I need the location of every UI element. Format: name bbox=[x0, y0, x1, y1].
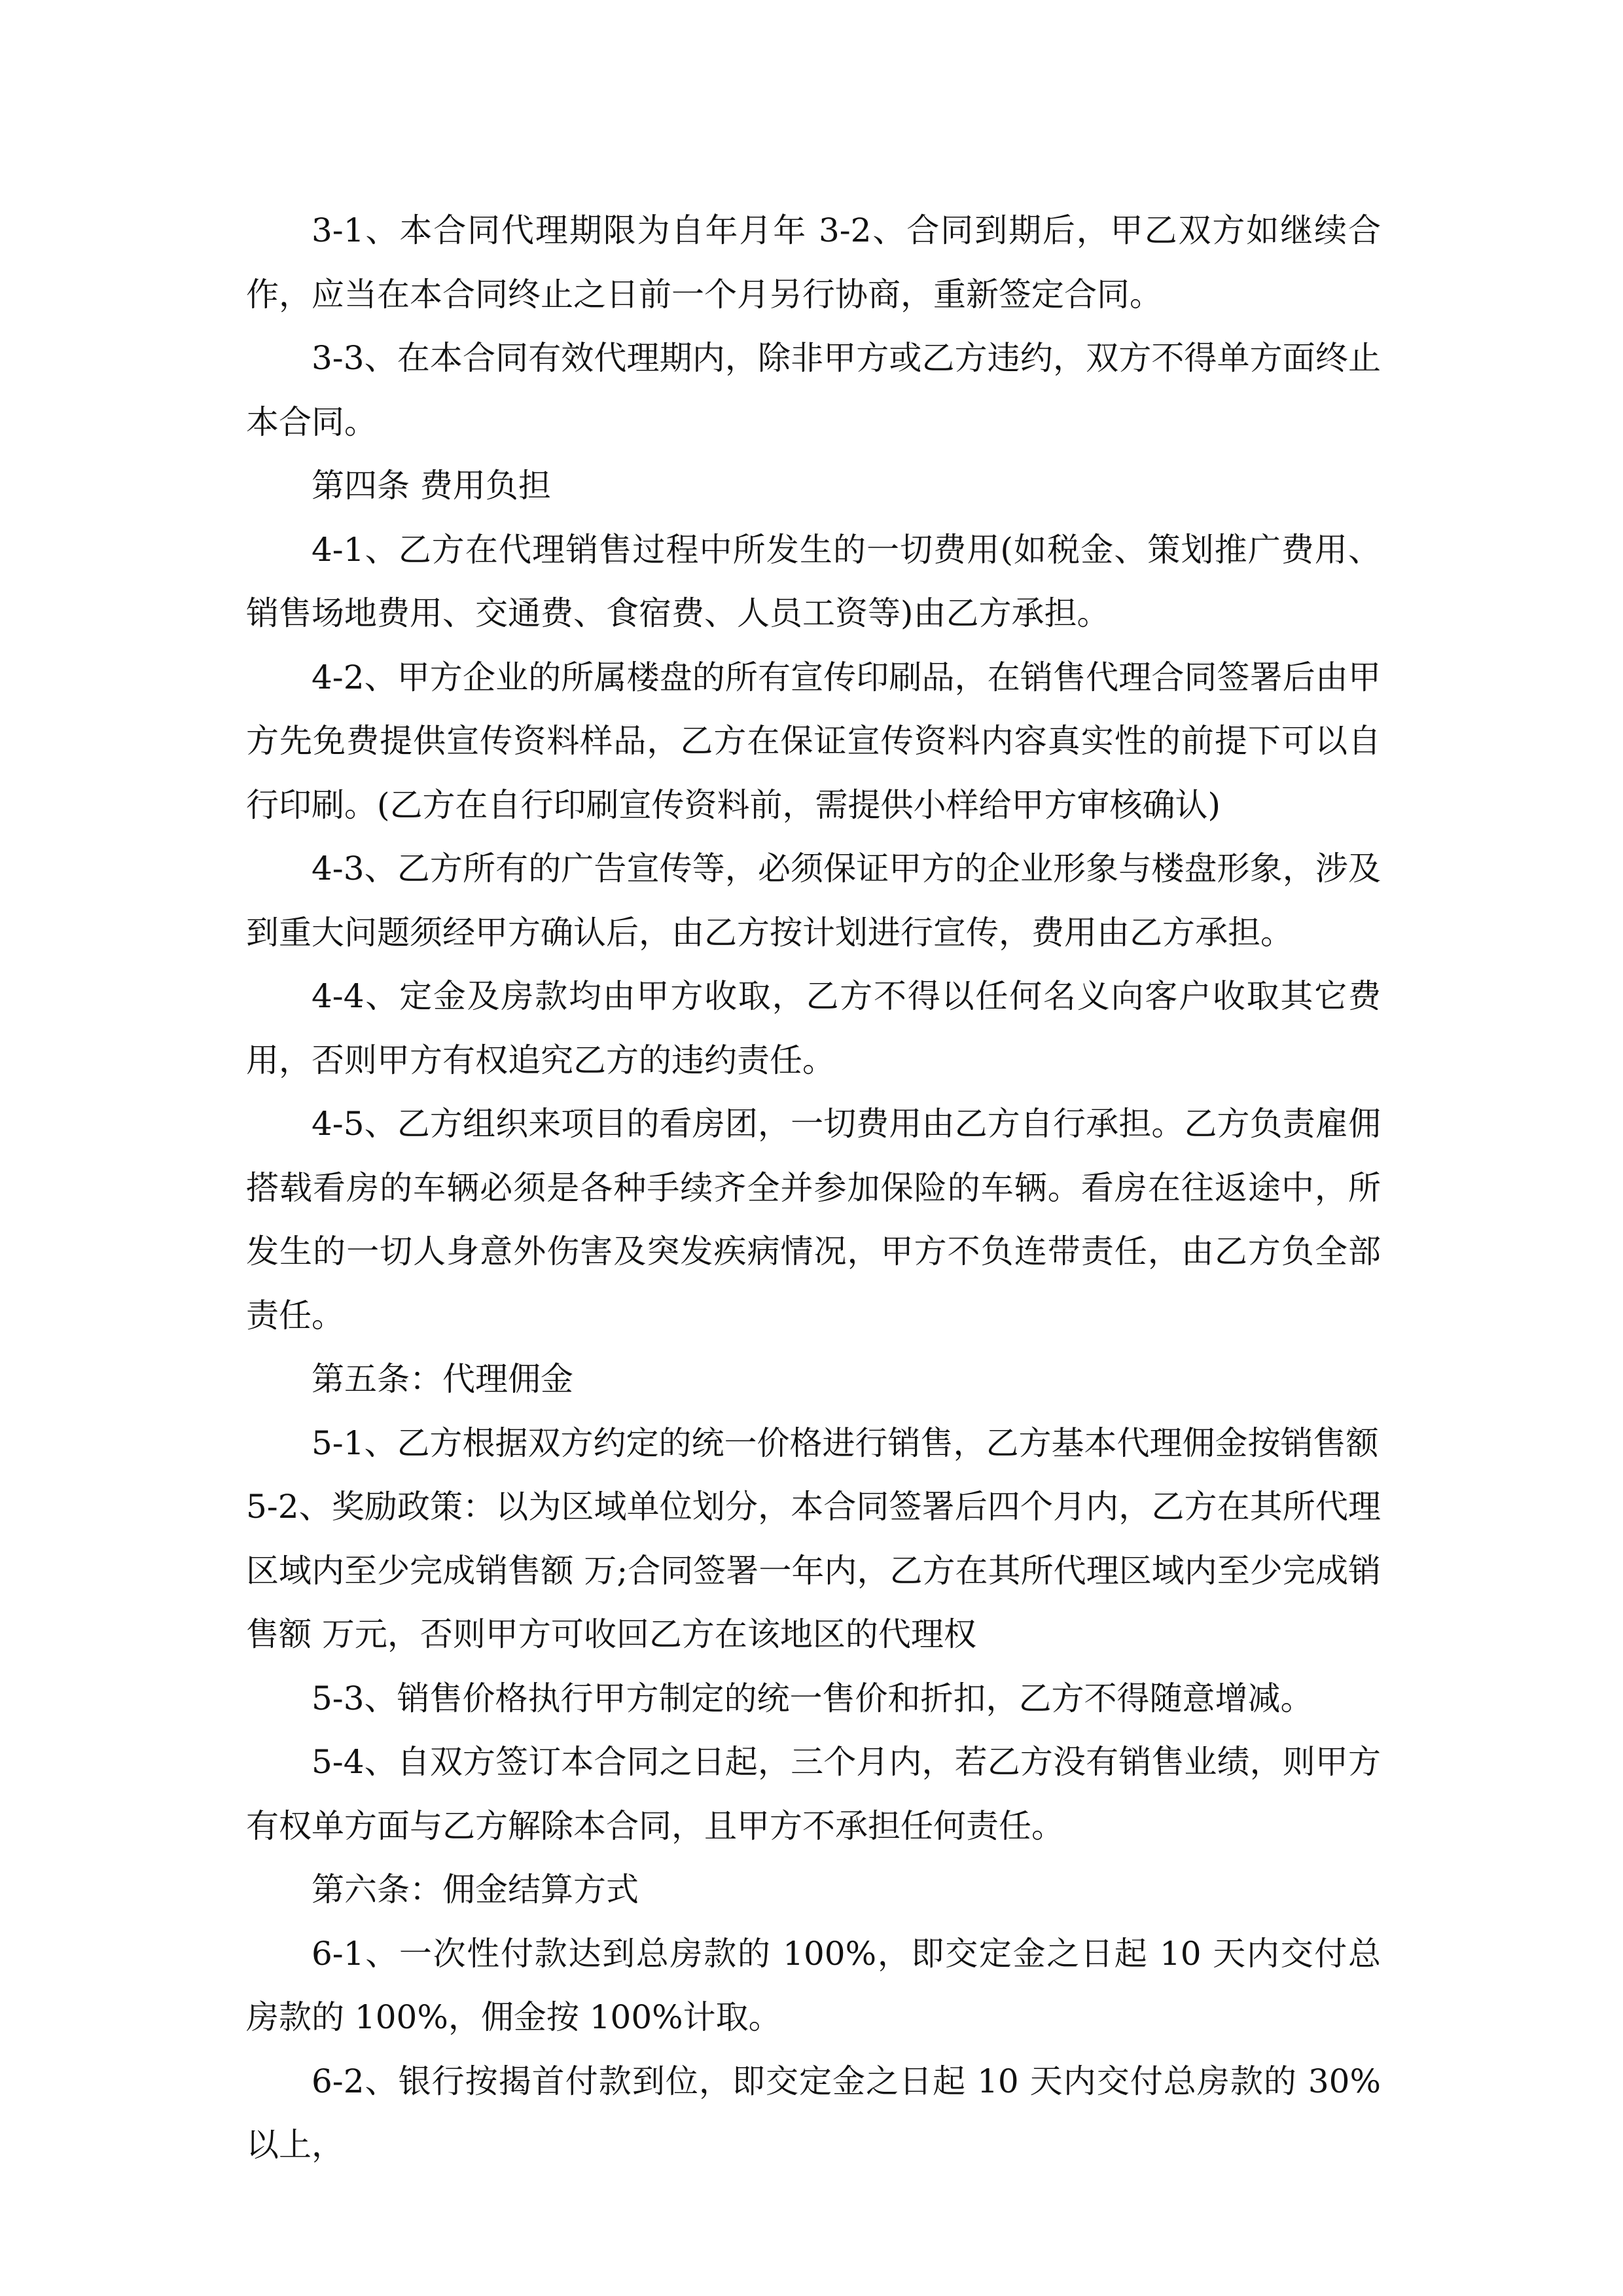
article-6-heading: 第六条：佣金结算方式 bbox=[312, 1871, 639, 1909]
contract-body bbox=[246, 199, 1381, 2178]
clause-5-1: 5-1、乙方根据双方约定的统一价格进行销售，乙方基本代理佣金按销售额 bbox=[312, 1424, 1379, 1462]
clause-4-4: 4-4、定金及房款均由甲方收取，乙方不得以任何名义向客户收取其它费用，否则甲方有权追究乙方的违约责任。 bbox=[246, 977, 1381, 1079]
clause-3-1: 3-1、本合同代理期限为自年月年 3-2、合同到期后，甲乙双方如继续合作，应当在本合同终止之日前一个月另行协商，重新签定合同。 bbox=[246, 211, 1381, 314]
clause-6-1: 6-1、一次性付款达到总房款的 100%，即交定金之日起 10 天内交付总房款的 100%，佣金按 100%计取。 bbox=[246, 1934, 1381, 2036]
clause-4-2: 4-2、甲方企业的所属楼盘的所有宣传印刷品，在销售代理合同签署后由甲方先免费提供宣传资料样品，乙方在保证宣传资料内容真实性的前提下可以自行印刷。(乙方在自行印刷宣传资料前，需提供小样给甲方审核确认) bbox=[246, 658, 1381, 824]
clause-3-3: 3-3、在本合同有效代理期内，除非甲方或乙方违约，双方不得单方面终止本合同。 bbox=[246, 339, 1381, 441]
clause-6-2: 6-2、银行按揭首付款到位，即交定金之日起 10 天内交付总房款的 30%以上， bbox=[246, 2062, 1381, 2164]
article-4-heading: 第四条 费用负担 bbox=[312, 467, 551, 505]
clause-5-3: 5-3、销售价格执行甲方制定的统一售价和折扣，乙方不得随意增减。 bbox=[312, 1679, 1313, 1717]
clause-4-1: 4-1、乙方在代理销售过程中所发生的一切费用(如税金、策划推广费用、销售场地费用、交通费、食宿费、人员工资等)由乙方承担。 bbox=[246, 530, 1381, 632]
clause-4-5: 4-5、乙方组织来项目的看房团，一切费用由乙方自行承担。乙方负责雇佣搭载看房的车辆必须是各种手续齐全并参加保险的车辆。看房在往返途中，所发生的一切人身意外伤害及突发疾病情况，甲方不负连带责任，由乙方负全部责任。 bbox=[246, 1105, 1381, 1335]
article-5-heading: 第五条：代理佣金 bbox=[312, 1360, 573, 1398]
clause-5-2: 5-2、奖励政策：以为区域单位划分，本合同签署后四个月内，乙方在其所代理区域内至少完成销售额 万;合同签署一年内，乙方在其所代理区域内至少完成销售额 万元，否则甲方可收回乙方在该地区的代理权 bbox=[246, 1488, 1381, 1653]
clause-5-4: 5-4、自双方签订本合同之日起，三个月内，若乙方没有销售业绩，则甲方有权单方面与乙方解除本合同，且甲方不承担任何责任。 bbox=[246, 1743, 1381, 1845]
clause-4-3: 4-3、乙方所有的广告宣传等，必须保证甲方的企业形象与楼盘形象，涉及到重大问题须经甲方确认后，由乙方按计划进行宣传，费用由乙方承担。 bbox=[246, 850, 1381, 952]
